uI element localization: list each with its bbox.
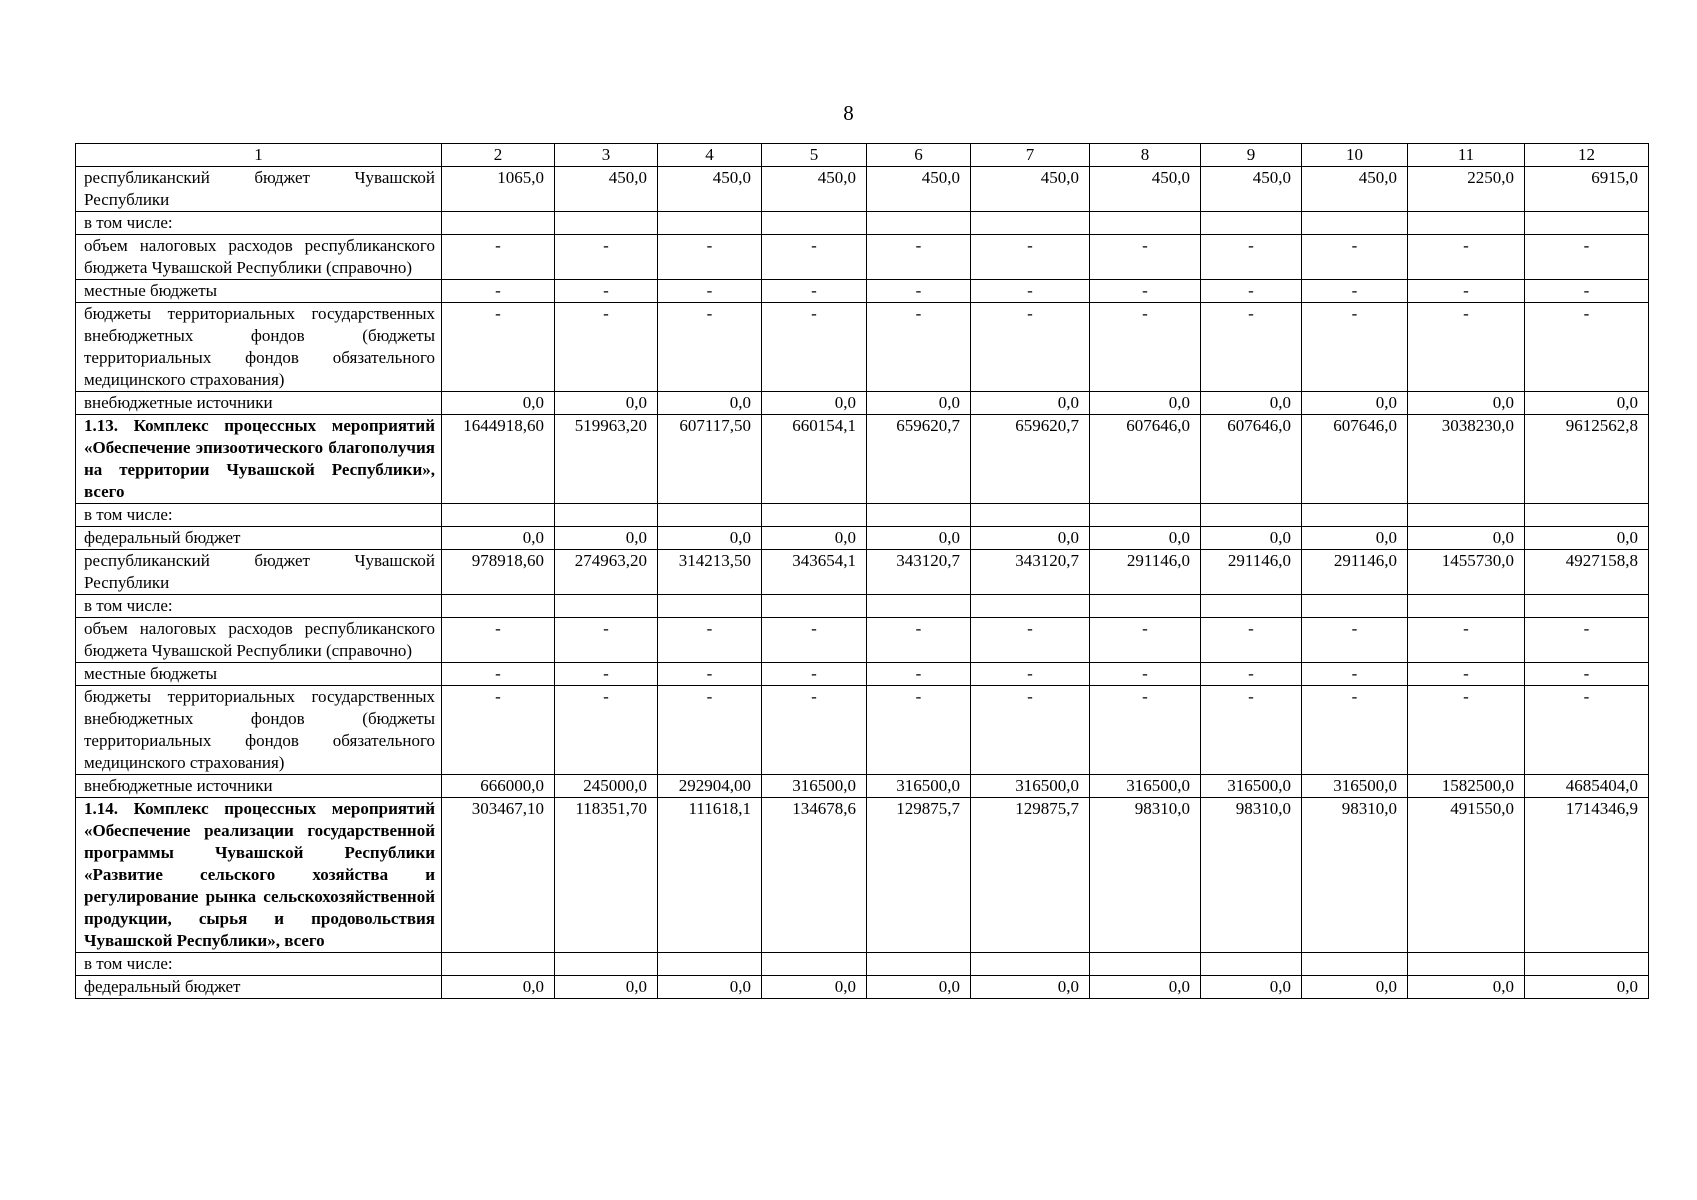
column-header: 1 <box>76 144 442 167</box>
table-cell: - <box>555 686 658 775</box>
table-row <box>76 212 1649 235</box>
table-cell: - <box>1525 686 1649 775</box>
table-cell: 607117,50 <box>658 415 762 504</box>
table-row <box>76 775 1649 798</box>
table-cell: - <box>658 663 762 686</box>
table-cell: 0,0 <box>1408 976 1525 999</box>
table-cell <box>1302 953 1408 976</box>
table-cell <box>1525 212 1649 235</box>
column-header: 12 <box>1525 144 1649 167</box>
table-body <box>76 144 1649 999</box>
table-cell <box>1201 953 1302 976</box>
table-cell: 3038230,0 <box>1408 415 1525 504</box>
table-cell: 0,0 <box>442 527 555 550</box>
table-cell: 0,0 <box>442 392 555 415</box>
table-cell: 607646,0 <box>1090 415 1201 504</box>
table-cell: - <box>555 303 658 392</box>
table-cell: - <box>867 303 971 392</box>
table-cell: 316500,0 <box>1201 775 1302 798</box>
table-cell: 316500,0 <box>1090 775 1201 798</box>
table-cell: 0,0 <box>867 392 971 415</box>
table-cell: 0,0 <box>658 527 762 550</box>
column-header: 6 <box>867 144 971 167</box>
table-cell: - <box>658 235 762 280</box>
table-cell <box>555 212 658 235</box>
table-cell: 291146,0 <box>1201 550 1302 595</box>
table-cell: - <box>1525 618 1649 663</box>
table-cell: - <box>762 663 867 686</box>
table-row <box>76 976 1649 999</box>
table-cell <box>555 504 658 527</box>
table-cell: 607646,0 <box>1201 415 1302 504</box>
table-cell: 0,0 <box>1090 392 1201 415</box>
table-cell: - <box>1201 235 1302 280</box>
table-cell: - <box>1302 618 1408 663</box>
table-cell <box>1201 595 1302 618</box>
table-cell: - <box>867 663 971 686</box>
table-cell: 292904,00 <box>658 775 762 798</box>
table-row <box>76 618 1649 663</box>
table-cell: 0,0 <box>555 976 658 999</box>
table-cell <box>1090 212 1201 235</box>
table-cell <box>442 504 555 527</box>
table-cell: - <box>1090 235 1201 280</box>
table-cell: 0,0 <box>867 976 971 999</box>
table-cell: 0,0 <box>971 527 1090 550</box>
table-cell: 1714346,9 <box>1525 798 1649 953</box>
header-row <box>76 144 1649 167</box>
table-cell: 129875,7 <box>867 798 971 953</box>
table-cell: 0,0 <box>555 527 658 550</box>
table-cell: 316500,0 <box>1302 775 1408 798</box>
table-cell: 607646,0 <box>1302 415 1408 504</box>
table-cell: 9612562,8 <box>1525 415 1649 504</box>
table-cell <box>867 595 971 618</box>
table-cell: 660154,1 <box>762 415 867 504</box>
row-label: объем налоговых расходов республиканского бюджета Чувашской Республики (справочно) <box>76 618 442 663</box>
table-cell: 450,0 <box>1302 167 1408 212</box>
table-cell: 0,0 <box>971 392 1090 415</box>
table-cell: 291146,0 <box>1302 550 1408 595</box>
table-cell: 0,0 <box>1201 976 1302 999</box>
table-cell: 666000,0 <box>442 775 555 798</box>
table-row <box>76 953 1649 976</box>
table-cell: 0,0 <box>1525 527 1649 550</box>
table-cell: 1065,0 <box>442 167 555 212</box>
row-label: местные бюджеты <box>76 663 442 686</box>
table-cell: 0,0 <box>1302 527 1408 550</box>
row-label: в том числе: <box>76 595 442 618</box>
table-cell: - <box>1090 686 1201 775</box>
table-cell: - <box>1302 280 1408 303</box>
table-cell: 0,0 <box>658 392 762 415</box>
table-cell <box>1302 212 1408 235</box>
table-cell <box>762 504 867 527</box>
table-cell: 316500,0 <box>867 775 971 798</box>
table-cell <box>1408 212 1525 235</box>
table-cell: - <box>762 235 867 280</box>
table-cell <box>1302 504 1408 527</box>
table-cell: - <box>1302 663 1408 686</box>
table-cell: 0,0 <box>1525 976 1649 999</box>
table-cell <box>1201 212 1302 235</box>
table-cell: - <box>867 280 971 303</box>
table-cell: 450,0 <box>555 167 658 212</box>
table-cell: 274963,20 <box>555 550 658 595</box>
table-cell <box>658 953 762 976</box>
table-cell: 129875,7 <box>971 798 1090 953</box>
table-cell: 0,0 <box>762 392 867 415</box>
table-row <box>76 167 1649 212</box>
table-cell: 245000,0 <box>555 775 658 798</box>
table-row <box>76 550 1649 595</box>
row-label: внебюджетные источники <box>76 392 442 415</box>
table-cell: - <box>1201 686 1302 775</box>
table-cell: - <box>1525 663 1649 686</box>
column-header: 10 <box>1302 144 1408 167</box>
table-cell: - <box>971 686 1090 775</box>
table-cell <box>555 595 658 618</box>
column-header: 3 <box>555 144 658 167</box>
table-cell: - <box>762 686 867 775</box>
column-header: 4 <box>658 144 762 167</box>
table-cell: - <box>1408 618 1525 663</box>
table-cell: - <box>971 663 1090 686</box>
row-label: федеральный бюджет <box>76 976 442 999</box>
table-cell: 1582500,0 <box>1408 775 1525 798</box>
table-cell: 98310,0 <box>1201 798 1302 953</box>
table-cell <box>1525 595 1649 618</box>
table-cell: - <box>971 303 1090 392</box>
table-cell <box>1525 504 1649 527</box>
table-cell: - <box>1408 663 1525 686</box>
table-cell: - <box>1090 618 1201 663</box>
table-cell: 0,0 <box>1090 976 1201 999</box>
table-cell: - <box>555 663 658 686</box>
table-row <box>76 280 1649 303</box>
table-cell: - <box>555 618 658 663</box>
table-cell <box>1201 504 1302 527</box>
table-cell: 343120,7 <box>867 550 971 595</box>
column-header: 9 <box>1201 144 1302 167</box>
table-cell: - <box>1525 235 1649 280</box>
table-cell: 314213,50 <box>658 550 762 595</box>
table-cell: - <box>867 618 971 663</box>
table-cell: 0,0 <box>1408 392 1525 415</box>
table-cell: - <box>658 280 762 303</box>
table-cell <box>762 595 867 618</box>
table-cell: - <box>555 235 658 280</box>
table-cell <box>1302 595 1408 618</box>
table-cell: 0,0 <box>1302 976 1408 999</box>
table-cell <box>1408 953 1525 976</box>
table-cell: 1455730,0 <box>1408 550 1525 595</box>
table-cell: 659620,7 <box>971 415 1090 504</box>
table-cell <box>442 595 555 618</box>
table-cell: - <box>1302 303 1408 392</box>
table-cell: 0,0 <box>1201 527 1302 550</box>
table-cell: - <box>442 235 555 280</box>
table-cell: - <box>1201 663 1302 686</box>
table-cell: 450,0 <box>658 167 762 212</box>
row-label: в том числе: <box>76 504 442 527</box>
table-cell: 0,0 <box>1525 392 1649 415</box>
table-cell <box>762 212 867 235</box>
table-cell <box>1090 595 1201 618</box>
table-cell: - <box>867 686 971 775</box>
table-cell: - <box>1525 280 1649 303</box>
table-cell: 0,0 <box>1302 392 1408 415</box>
table-cell: 0,0 <box>1201 392 1302 415</box>
row-label: федеральный бюджет <box>76 527 442 550</box>
table-cell <box>867 953 971 976</box>
table-row <box>76 235 1649 280</box>
table-cell: 0,0 <box>762 976 867 999</box>
table-cell: 0,0 <box>555 392 658 415</box>
table-row <box>76 527 1649 550</box>
table-cell: - <box>1408 235 1525 280</box>
table-cell <box>1408 595 1525 618</box>
table-cell <box>762 953 867 976</box>
table-cell: 316500,0 <box>762 775 867 798</box>
table-cell: - <box>1201 303 1302 392</box>
table-cell: - <box>762 303 867 392</box>
table-cell: - <box>1090 663 1201 686</box>
table-cell: 450,0 <box>1090 167 1201 212</box>
table-row <box>76 504 1649 527</box>
table-row <box>76 686 1649 775</box>
table-cell <box>442 953 555 976</box>
table-cell <box>658 212 762 235</box>
column-header: 11 <box>1408 144 1525 167</box>
table-cell: 111618,1 <box>658 798 762 953</box>
table-cell <box>555 953 658 976</box>
table-cell: 118351,70 <box>555 798 658 953</box>
column-header: 2 <box>442 144 555 167</box>
table-cell: - <box>1090 280 1201 303</box>
table-cell: - <box>1525 303 1649 392</box>
table-cell: 4927158,8 <box>1525 550 1649 595</box>
table-cell: - <box>1090 303 1201 392</box>
table-row <box>76 798 1649 953</box>
table-cell: 303467,10 <box>442 798 555 953</box>
table-cell: 0,0 <box>867 527 971 550</box>
page-number: 8 <box>843 101 854 125</box>
row-label: республиканский бюджет Чувашской Республики <box>76 550 442 595</box>
table-cell: - <box>1408 686 1525 775</box>
table-cell <box>867 504 971 527</box>
table-cell: - <box>762 618 867 663</box>
table-cell: - <box>442 303 555 392</box>
table-cell <box>442 212 555 235</box>
table-cell <box>1090 504 1201 527</box>
row-label: в том числе: <box>76 212 442 235</box>
table-cell: 291146,0 <box>1090 550 1201 595</box>
table-cell: - <box>1302 686 1408 775</box>
table-cell: 98310,0 <box>1302 798 1408 953</box>
table-cell: - <box>762 280 867 303</box>
table-cell <box>658 504 762 527</box>
table-cell <box>1525 953 1649 976</box>
table-cell: - <box>1302 235 1408 280</box>
column-header: 5 <box>762 144 867 167</box>
table-cell: - <box>971 280 1090 303</box>
table-row <box>76 663 1649 686</box>
table-cell: 0,0 <box>1408 527 1525 550</box>
table-cell: 0,0 <box>1090 527 1201 550</box>
table-cell <box>971 953 1090 976</box>
table-cell: - <box>1201 618 1302 663</box>
table-cell <box>1408 504 1525 527</box>
table-cell <box>971 212 1090 235</box>
row-label: республиканский бюджет Чувашской Республики <box>76 167 442 212</box>
table-cell: - <box>658 686 762 775</box>
table-cell: - <box>1201 280 1302 303</box>
table-cell: 0,0 <box>442 976 555 999</box>
table-cell: - <box>442 618 555 663</box>
table-cell <box>658 595 762 618</box>
table-cell <box>971 595 1090 618</box>
table-cell <box>867 212 971 235</box>
budget-table <box>75 143 1649 999</box>
table-cell: 519963,20 <box>555 415 658 504</box>
row-label: объем налоговых расходов республиканского бюджета Чувашской Республики (справочно) <box>76 235 442 280</box>
table-cell: - <box>658 303 762 392</box>
table-cell: 0,0 <box>971 976 1090 999</box>
table-cell: - <box>442 280 555 303</box>
column-header: 8 <box>1090 144 1201 167</box>
table-cell: 450,0 <box>762 167 867 212</box>
row-label: местные бюджеты <box>76 280 442 303</box>
column-header: 7 <box>971 144 1090 167</box>
table-cell: 98310,0 <box>1090 798 1201 953</box>
table-cell: 450,0 <box>971 167 1090 212</box>
table-cell: 6915,0 <box>1525 167 1649 212</box>
table-cell: - <box>1408 303 1525 392</box>
table-cell: - <box>971 618 1090 663</box>
row-label: бюджеты территориальных государственных внебюджетных фондов (бюджеты территориальных фондов обязательного медицинского страхования) <box>76 303 442 392</box>
table-cell: - <box>971 235 1090 280</box>
table-cell <box>971 504 1090 527</box>
table-cell: 316500,0 <box>971 775 1090 798</box>
table-cell: 491550,0 <box>1408 798 1525 953</box>
table-cell: 450,0 <box>867 167 971 212</box>
table-row <box>76 595 1649 618</box>
table-cell: - <box>555 280 658 303</box>
table-cell: - <box>867 235 971 280</box>
table-cell: - <box>1408 280 1525 303</box>
table-cell: 978918,60 <box>442 550 555 595</box>
row-label: внебюджетные источники <box>76 775 442 798</box>
row-label: в том числе: <box>76 953 442 976</box>
table-cell: 134678,6 <box>762 798 867 953</box>
table-row <box>76 415 1649 504</box>
table-cell: 4685404,0 <box>1525 775 1649 798</box>
table-cell: 1644918,60 <box>442 415 555 504</box>
row-label: 1.13. Комплекс процессных мероприятий «Обеспечение эпизоотического благополучия на территории Чувашской Республики», всего <box>76 415 442 504</box>
table-cell: 659620,7 <box>867 415 971 504</box>
row-label: 1.14. Комплекс процессных мероприятий «Обеспечение реализации государственной программы Чувашской Республики «Развитие сельского хозяйства и регулирование рынка сельскохозяйственной продукции, сырья и продовольствия Чувашской Республики», всего <box>76 798 442 953</box>
table-row <box>76 303 1649 392</box>
table-cell: 343120,7 <box>971 550 1090 595</box>
table-cell: 0,0 <box>762 527 867 550</box>
table-cell: 0,0 <box>658 976 762 999</box>
table-cell: - <box>442 663 555 686</box>
table-cell: 2250,0 <box>1408 167 1525 212</box>
table-cell: 450,0 <box>1201 167 1302 212</box>
table-cell <box>1090 953 1201 976</box>
table-cell: 343654,1 <box>762 550 867 595</box>
table-cell: - <box>658 618 762 663</box>
table-row <box>76 392 1649 415</box>
row-label: бюджеты территориальных государственных внебюджетных фондов (бюджеты территориальных фондов обязательного медицинского страхования) <box>76 686 442 775</box>
table-cell: - <box>442 686 555 775</box>
